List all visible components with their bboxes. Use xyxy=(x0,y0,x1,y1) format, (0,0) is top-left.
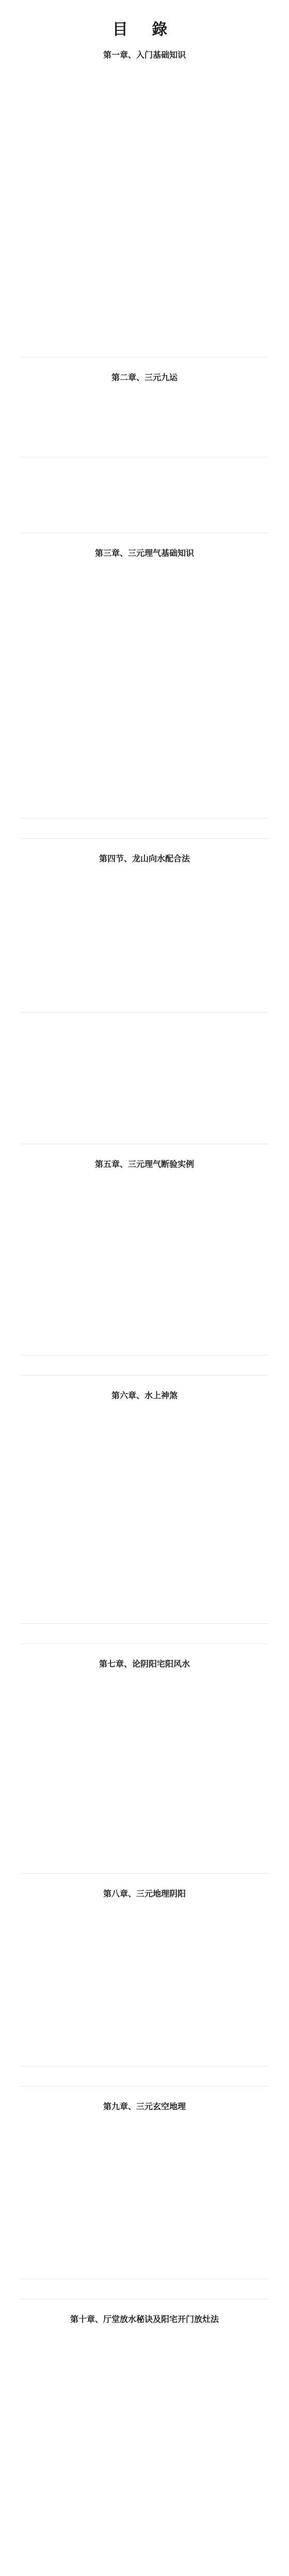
toc-entry[interactable] xyxy=(21,75,268,84)
toc-entry[interactable] xyxy=(21,2376,268,2385)
toc-entry[interactable] xyxy=(21,1904,268,1913)
toc-entry[interactable] xyxy=(21,1913,268,1923)
toc-entry[interactable] xyxy=(21,1960,268,1969)
toc-entry[interactable] xyxy=(21,1112,268,1121)
toc-entry[interactable] xyxy=(21,693,268,703)
toc-entry[interactable] xyxy=(21,1028,268,1038)
toc-entry[interactable] xyxy=(21,2441,268,2450)
toc-entry[interactable] xyxy=(21,684,268,693)
toc-entry[interactable] xyxy=(21,2136,268,2145)
toc-entry[interactable] xyxy=(21,1212,268,1221)
toc-entry[interactable] xyxy=(21,1851,268,1860)
toc-entry[interactable] xyxy=(21,464,268,473)
toc-entry[interactable] xyxy=(21,2173,268,2182)
toc-entry[interactable] xyxy=(21,953,268,962)
toc-entry[interactable] xyxy=(21,2006,268,2015)
toc-entry[interactable] xyxy=(21,1038,268,1047)
toc-entry[interactable] xyxy=(21,501,268,510)
toc-entry[interactable] xyxy=(21,1425,268,1434)
toc-entry[interactable] xyxy=(21,1075,268,1084)
toc-entry[interactable] xyxy=(21,906,268,916)
toc-entry[interactable] xyxy=(21,675,268,684)
toc-entry[interactable] xyxy=(21,1508,268,1517)
toc-entry[interactable] xyxy=(21,2210,268,2219)
toc-entry[interactable] xyxy=(21,1295,268,1304)
toc-entry[interactable] xyxy=(21,656,268,666)
toc-entry[interactable] xyxy=(21,2395,268,2404)
toc-section xyxy=(21,1375,268,1610)
toc-entry[interactable] xyxy=(21,1951,268,1960)
toc-entry[interactable] xyxy=(21,795,268,805)
toc-entry[interactable] xyxy=(21,2126,268,2136)
toc-entry[interactable] xyxy=(21,103,268,112)
toc-entry[interactable] xyxy=(21,269,268,279)
toc-section xyxy=(21,2066,268,2073)
toc-section xyxy=(21,1012,268,1130)
toc-entry[interactable] xyxy=(21,1988,268,1997)
toc-entry[interactable] xyxy=(21,1202,268,1212)
toc-entry[interactable] xyxy=(21,1221,268,1230)
toc-section xyxy=(21,1144,268,1342)
toc-entry[interactable] xyxy=(21,251,268,260)
toc-entry[interactable] xyxy=(21,1795,268,1804)
toc-entry[interactable] xyxy=(21,943,268,953)
toc-entry[interactable] xyxy=(21,1323,268,1332)
toc-entry[interactable] xyxy=(21,1601,268,1610)
toc-entry[interactable] xyxy=(21,1758,268,1767)
toc-entry[interactable] xyxy=(21,1674,268,1684)
toc-section xyxy=(21,1643,268,1860)
toc-entry[interactable] xyxy=(21,731,268,740)
toc-entry[interactable] xyxy=(21,666,268,675)
toc-entry[interactable] xyxy=(21,2348,268,2358)
toc-entry[interactable] xyxy=(21,2385,268,2395)
toc-entry[interactable] xyxy=(21,610,268,619)
toc-entry[interactable] xyxy=(21,869,268,878)
toc-entry[interactable] xyxy=(21,1573,268,1582)
toc-entry[interactable] xyxy=(21,2404,268,2413)
toc-entry[interactable] xyxy=(21,2460,268,2469)
toc-entry[interactable] xyxy=(21,1554,268,1564)
toc-entry[interactable] xyxy=(21,1545,268,1554)
toc-entry[interactable] xyxy=(21,416,268,425)
toc-entry[interactable] xyxy=(21,2469,268,2478)
toc-entry[interactable] xyxy=(21,777,268,786)
toc-entry[interactable] xyxy=(21,167,268,177)
toc-section xyxy=(21,2086,268,2265)
toc-entry[interactable] xyxy=(21,1230,268,1240)
toc-entry[interactable] xyxy=(21,1693,268,1702)
toc-entry[interactable] xyxy=(21,1564,268,1573)
toc-entry[interactable] xyxy=(21,1804,268,1814)
toc-entry[interactable] xyxy=(21,2339,268,2348)
toc-entry[interactable] xyxy=(21,2330,268,2339)
toc-entry[interactable] xyxy=(21,2552,268,2562)
toc-entry[interactable] xyxy=(21,1702,268,1711)
toc-entry[interactable] xyxy=(21,1499,268,1508)
toc-entry[interactable] xyxy=(21,2247,268,2256)
toc-entry[interactable] xyxy=(21,2145,268,2154)
toc-entry[interactable] xyxy=(21,1591,268,1601)
toc-entry[interactable] xyxy=(21,2191,268,2200)
toc-entry[interactable] xyxy=(21,1121,268,1130)
toc-entry[interactable] xyxy=(21,1084,268,1093)
toc-entry[interactable] xyxy=(21,1019,268,1028)
toc-section xyxy=(21,838,268,999)
toc-entry[interactable] xyxy=(21,619,268,629)
toc-entry[interactable] xyxy=(21,2163,268,2173)
toc-entry[interactable] xyxy=(21,297,268,307)
toc-entry[interactable] xyxy=(21,629,268,638)
chapter-heading: 第七章、论阴阳宅阳风水 xyxy=(99,1659,190,1669)
toc-entry[interactable] xyxy=(21,121,268,130)
toc-section xyxy=(21,1355,268,1362)
toc-entry[interactable] xyxy=(21,195,268,205)
toc-entry[interactable] xyxy=(21,582,268,591)
toc-entry[interactable] xyxy=(21,2015,268,2025)
toc-entry[interactable] xyxy=(21,1065,268,1075)
toc-section xyxy=(21,1873,268,2053)
toc-entry[interactable] xyxy=(21,232,268,242)
toc-entry[interactable] xyxy=(21,1932,268,1941)
toc-entry[interactable] xyxy=(21,1277,268,1286)
toc-section xyxy=(21,533,268,805)
chapter-heading: 第五章、三元理气断验实例 xyxy=(94,1159,194,1169)
toc-entry[interactable] xyxy=(21,65,268,75)
toc-entry[interactable] xyxy=(21,916,268,925)
toc-section xyxy=(21,2299,268,2571)
toc-entry[interactable] xyxy=(21,971,268,980)
toc-entry[interactable] xyxy=(21,2450,268,2460)
toc-section xyxy=(21,2279,268,2285)
toc-entry[interactable] xyxy=(21,1823,268,1832)
toc-entry[interactable] xyxy=(21,186,268,195)
toc-entry[interactable] xyxy=(21,1415,268,1425)
chapter-heading: 第一章、入门基础知识 xyxy=(103,50,186,60)
toc-entry[interactable] xyxy=(21,1941,268,1951)
toc-entry[interactable] xyxy=(21,749,268,758)
toc-entry[interactable] xyxy=(21,1776,268,1786)
toc-entry[interactable] xyxy=(21,279,268,288)
toc-entry[interactable] xyxy=(21,2154,268,2163)
toc-entry[interactable] xyxy=(21,2524,268,2534)
toc-entry[interactable] xyxy=(21,2025,268,2034)
toc-entry[interactable] xyxy=(21,1969,268,1978)
toc-entry[interactable] xyxy=(21,112,268,121)
toc-entry[interactable] xyxy=(21,2422,268,2432)
toc-entry[interactable] xyxy=(21,1286,268,1295)
chapter-heading: 第三章、三元理气基础知识 xyxy=(94,548,194,558)
toc-entry[interactable] xyxy=(21,1314,268,1323)
toc-entry[interactable] xyxy=(21,1814,268,1823)
toc-entry[interactable] xyxy=(21,2182,268,2191)
toc-entry[interactable] xyxy=(21,1767,268,1776)
toc-entry[interactable] xyxy=(21,1249,268,1258)
toc-entry[interactable] xyxy=(21,962,268,971)
toc-entry[interactable] xyxy=(21,334,268,344)
toc-entry[interactable] xyxy=(21,93,268,103)
toc-entry[interactable] xyxy=(21,1093,268,1103)
toc-entry[interactable] xyxy=(21,1047,268,1056)
toc-entry[interactable] xyxy=(21,786,268,795)
toc-entry[interactable] xyxy=(21,1056,268,1065)
toc-entry[interactable] xyxy=(21,1841,268,1851)
toc-entry[interactable] xyxy=(21,712,268,721)
toc-entry[interactable] xyxy=(21,1443,268,1452)
toc-entry[interactable] xyxy=(21,214,268,223)
toc-entry[interactable] xyxy=(21,434,268,444)
toc-entry[interactable] xyxy=(21,1332,268,1342)
toc-entry[interactable] xyxy=(21,1997,268,2006)
toc-entry[interactable] xyxy=(21,980,268,990)
toc-entry[interactable] xyxy=(21,703,268,712)
toc-entry[interactable] xyxy=(21,316,268,325)
toc-section xyxy=(21,818,268,825)
toc-entry[interactable] xyxy=(21,130,268,140)
toc-entry[interactable] xyxy=(21,758,268,768)
toc-entry[interactable] xyxy=(21,1258,268,1267)
toc-entry[interactable] xyxy=(21,1240,268,1249)
toc-entry[interactable] xyxy=(21,2413,268,2422)
toc-entry[interactable] xyxy=(21,492,268,501)
toc-entry[interactable] xyxy=(21,1184,268,1193)
toc-entry[interactable] xyxy=(21,205,268,214)
toc-entry[interactable] xyxy=(21,2367,268,2376)
toc-section xyxy=(21,457,268,519)
toc-entry[interactable] xyxy=(21,473,268,482)
toc-entry[interactable] xyxy=(21,2562,268,2571)
toc-entry[interactable] xyxy=(21,84,268,93)
toc-entry[interactable] xyxy=(21,647,268,656)
toc-entry[interactable] xyxy=(21,1480,268,1489)
toc-entry[interactable] xyxy=(21,1434,268,1443)
toc-entry[interactable] xyxy=(21,425,268,434)
toc-entry[interactable] xyxy=(21,2228,268,2238)
toc-entry[interactable] xyxy=(21,925,268,934)
toc-entry[interactable] xyxy=(21,721,268,731)
toc-entry[interactable] xyxy=(21,2200,268,2210)
toc-entry[interactable] xyxy=(21,2534,268,2543)
toc-entry[interactable] xyxy=(21,1536,268,1545)
chapter-heading: 第八章、三元地理阴阳 xyxy=(103,1889,186,1899)
toc-entry[interactable] xyxy=(21,990,268,999)
toc-entry[interactable] xyxy=(21,1684,268,1693)
toc-entry[interactable] xyxy=(21,2497,268,2506)
toc-entry[interactable] xyxy=(21,1711,268,1721)
toc-entry[interactable] xyxy=(21,2238,268,2247)
chapter-heading: 第九章、三元玄空地理 xyxy=(103,2102,186,2111)
toc-entry[interactable] xyxy=(21,149,268,158)
toc-entry[interactable] xyxy=(21,2034,268,2043)
toc-entry[interactable] xyxy=(21,177,268,186)
toc-entry[interactable] xyxy=(21,2358,268,2367)
toc-entry[interactable] xyxy=(21,325,268,334)
toc-entry[interactable] xyxy=(21,573,268,582)
toc-entry[interactable] xyxy=(21,1452,268,1462)
toc-section xyxy=(21,1623,268,1630)
toc-entry[interactable] xyxy=(21,307,268,316)
toc-entry[interactable] xyxy=(21,482,268,492)
chapter-heading: 第二章、三元九运 xyxy=(111,372,178,382)
toc-entry[interactable] xyxy=(21,564,268,573)
toc-entry[interactable] xyxy=(21,242,268,251)
toc-entry[interactable] xyxy=(21,1193,268,1202)
toc-entry[interactable] xyxy=(21,601,268,610)
toc-entry[interactable] xyxy=(21,2515,268,2524)
toc-entry[interactable] xyxy=(21,934,268,943)
toc-entry[interactable] xyxy=(21,510,268,519)
toc-section xyxy=(21,48,268,344)
toc-entry[interactable] xyxy=(21,1582,268,1591)
toc-body xyxy=(21,48,268,2571)
chapter-heading: 第十章、厅堂放水秘诀及阳宅开门放灶法 xyxy=(70,2314,219,2324)
toc-entry[interactable] xyxy=(21,1923,268,1932)
toc-entry[interactable] xyxy=(21,1103,268,1112)
toc-entry[interactable] xyxy=(21,1267,268,1277)
chapter-heading: 第六章、水上神煞 xyxy=(111,1391,178,1400)
toc-entry[interactable] xyxy=(21,888,268,897)
toc-entry[interactable] xyxy=(21,2043,268,2053)
toc-entry[interactable] xyxy=(21,1406,268,1415)
toc-entry[interactable] xyxy=(21,2432,268,2441)
toc-entry[interactable] xyxy=(21,897,268,906)
toc-entry[interactable] xyxy=(21,223,268,232)
toc-entry[interactable] xyxy=(21,260,268,269)
toc-entry[interactable] xyxy=(21,1517,268,1527)
toc-entry[interactable] xyxy=(21,878,268,888)
toc-entry[interactable] xyxy=(21,1471,268,1480)
toc-entry[interactable] xyxy=(21,1832,268,1841)
toc-entry[interactable] xyxy=(21,2117,268,2126)
toc-entry[interactable] xyxy=(21,638,268,647)
toc-entry[interactable] xyxy=(21,1489,268,1499)
toc-entry[interactable] xyxy=(21,1786,268,1795)
toc-entry[interactable] xyxy=(21,1462,268,1471)
toc-entry[interactable] xyxy=(21,1730,268,1739)
toc-entry[interactable] xyxy=(21,158,268,167)
toc-entry[interactable] xyxy=(21,1739,268,1749)
chapter-heading: 第四节、龙山向水配合法 xyxy=(99,854,190,863)
toc-entry[interactable] xyxy=(21,2543,268,2552)
toc-entry[interactable] xyxy=(21,288,268,297)
toc-title: 目 錄 xyxy=(112,21,177,39)
toc-entry[interactable] xyxy=(21,1527,268,1536)
toc-entry[interactable] xyxy=(21,2219,268,2228)
toc-entry[interactable] xyxy=(21,406,268,416)
toc-entry[interactable] xyxy=(21,2256,268,2265)
toc-entry[interactable] xyxy=(21,1175,268,1184)
toc-entry[interactable] xyxy=(21,2506,268,2515)
toc-entry[interactable] xyxy=(21,1304,268,1314)
toc-entry[interactable] xyxy=(21,1749,268,1758)
toc-entry[interactable] xyxy=(21,591,268,601)
toc-entry[interactable] xyxy=(21,2487,268,2497)
toc-entry[interactable] xyxy=(21,388,268,397)
toc-entry[interactable] xyxy=(21,2478,268,2487)
toc-entry[interactable] xyxy=(21,140,268,149)
toc-entry[interactable] xyxy=(21,740,268,749)
toc-entry[interactable] xyxy=(21,397,268,406)
toc-entry[interactable] xyxy=(21,768,268,777)
toc-entry[interactable] xyxy=(21,1721,268,1730)
toc-section xyxy=(21,357,268,444)
toc-entry[interactable] xyxy=(21,1978,268,1988)
